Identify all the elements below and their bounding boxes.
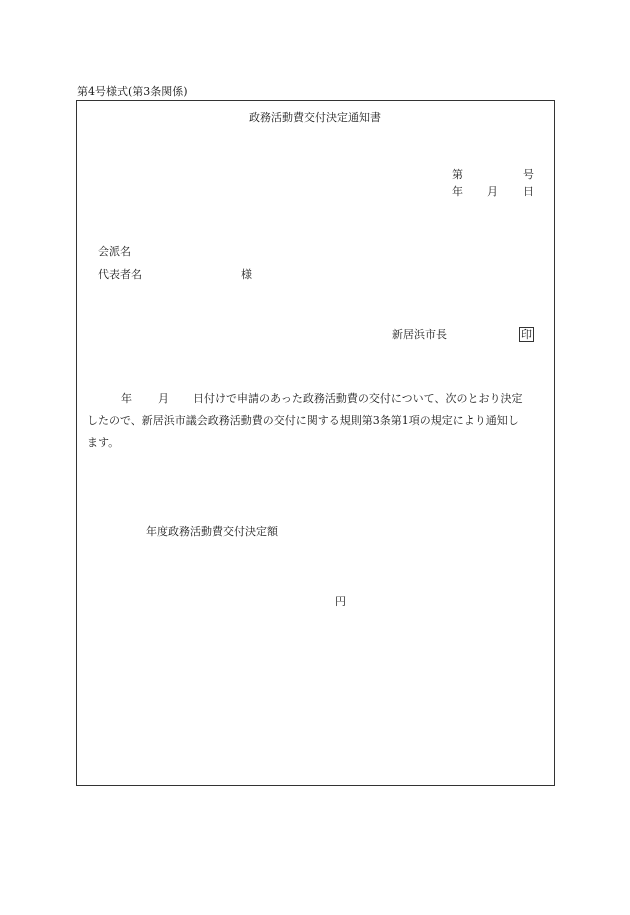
seal-stamp	[519, 327, 534, 342]
sama-label: 様	[241, 268, 252, 281]
body-month: 月	[158, 392, 169, 405]
body-year: 年	[121, 392, 132, 405]
daihyo-label: 代表者名	[98, 268, 142, 281]
form-id: 第4号様式(第3条関係)	[77, 85, 188, 98]
date-year: 年	[452, 185, 463, 198]
body-line-3: ます。	[87, 436, 120, 449]
amount-unit: 円	[335, 595, 346, 608]
kaiha-label: 会派名	[98, 245, 131, 258]
number-go: 号	[523, 168, 534, 181]
notice-body	[87, 388, 549, 454]
document-title: 政務活動費交付決定通知書	[249, 111, 381, 124]
body-line-1	[87, 388, 549, 410]
number-dai: 第	[452, 168, 463, 181]
date-month: 月	[487, 185, 498, 198]
body-line-1-rest: 日付けで申請のあった政務活動費の交付について、次のとおり決定	[193, 392, 523, 405]
seal-mark: 印	[521, 328, 532, 341]
amount-label: 年度政務活動費交付決定額	[146, 525, 278, 538]
issuer-name: 新居浜市長	[392, 328, 447, 341]
date-day: 日	[523, 185, 534, 198]
body-line-2: したので、新居浜市議会政務活動費の交付に関する規則第3条第1項の規定により通知し	[87, 414, 519, 427]
